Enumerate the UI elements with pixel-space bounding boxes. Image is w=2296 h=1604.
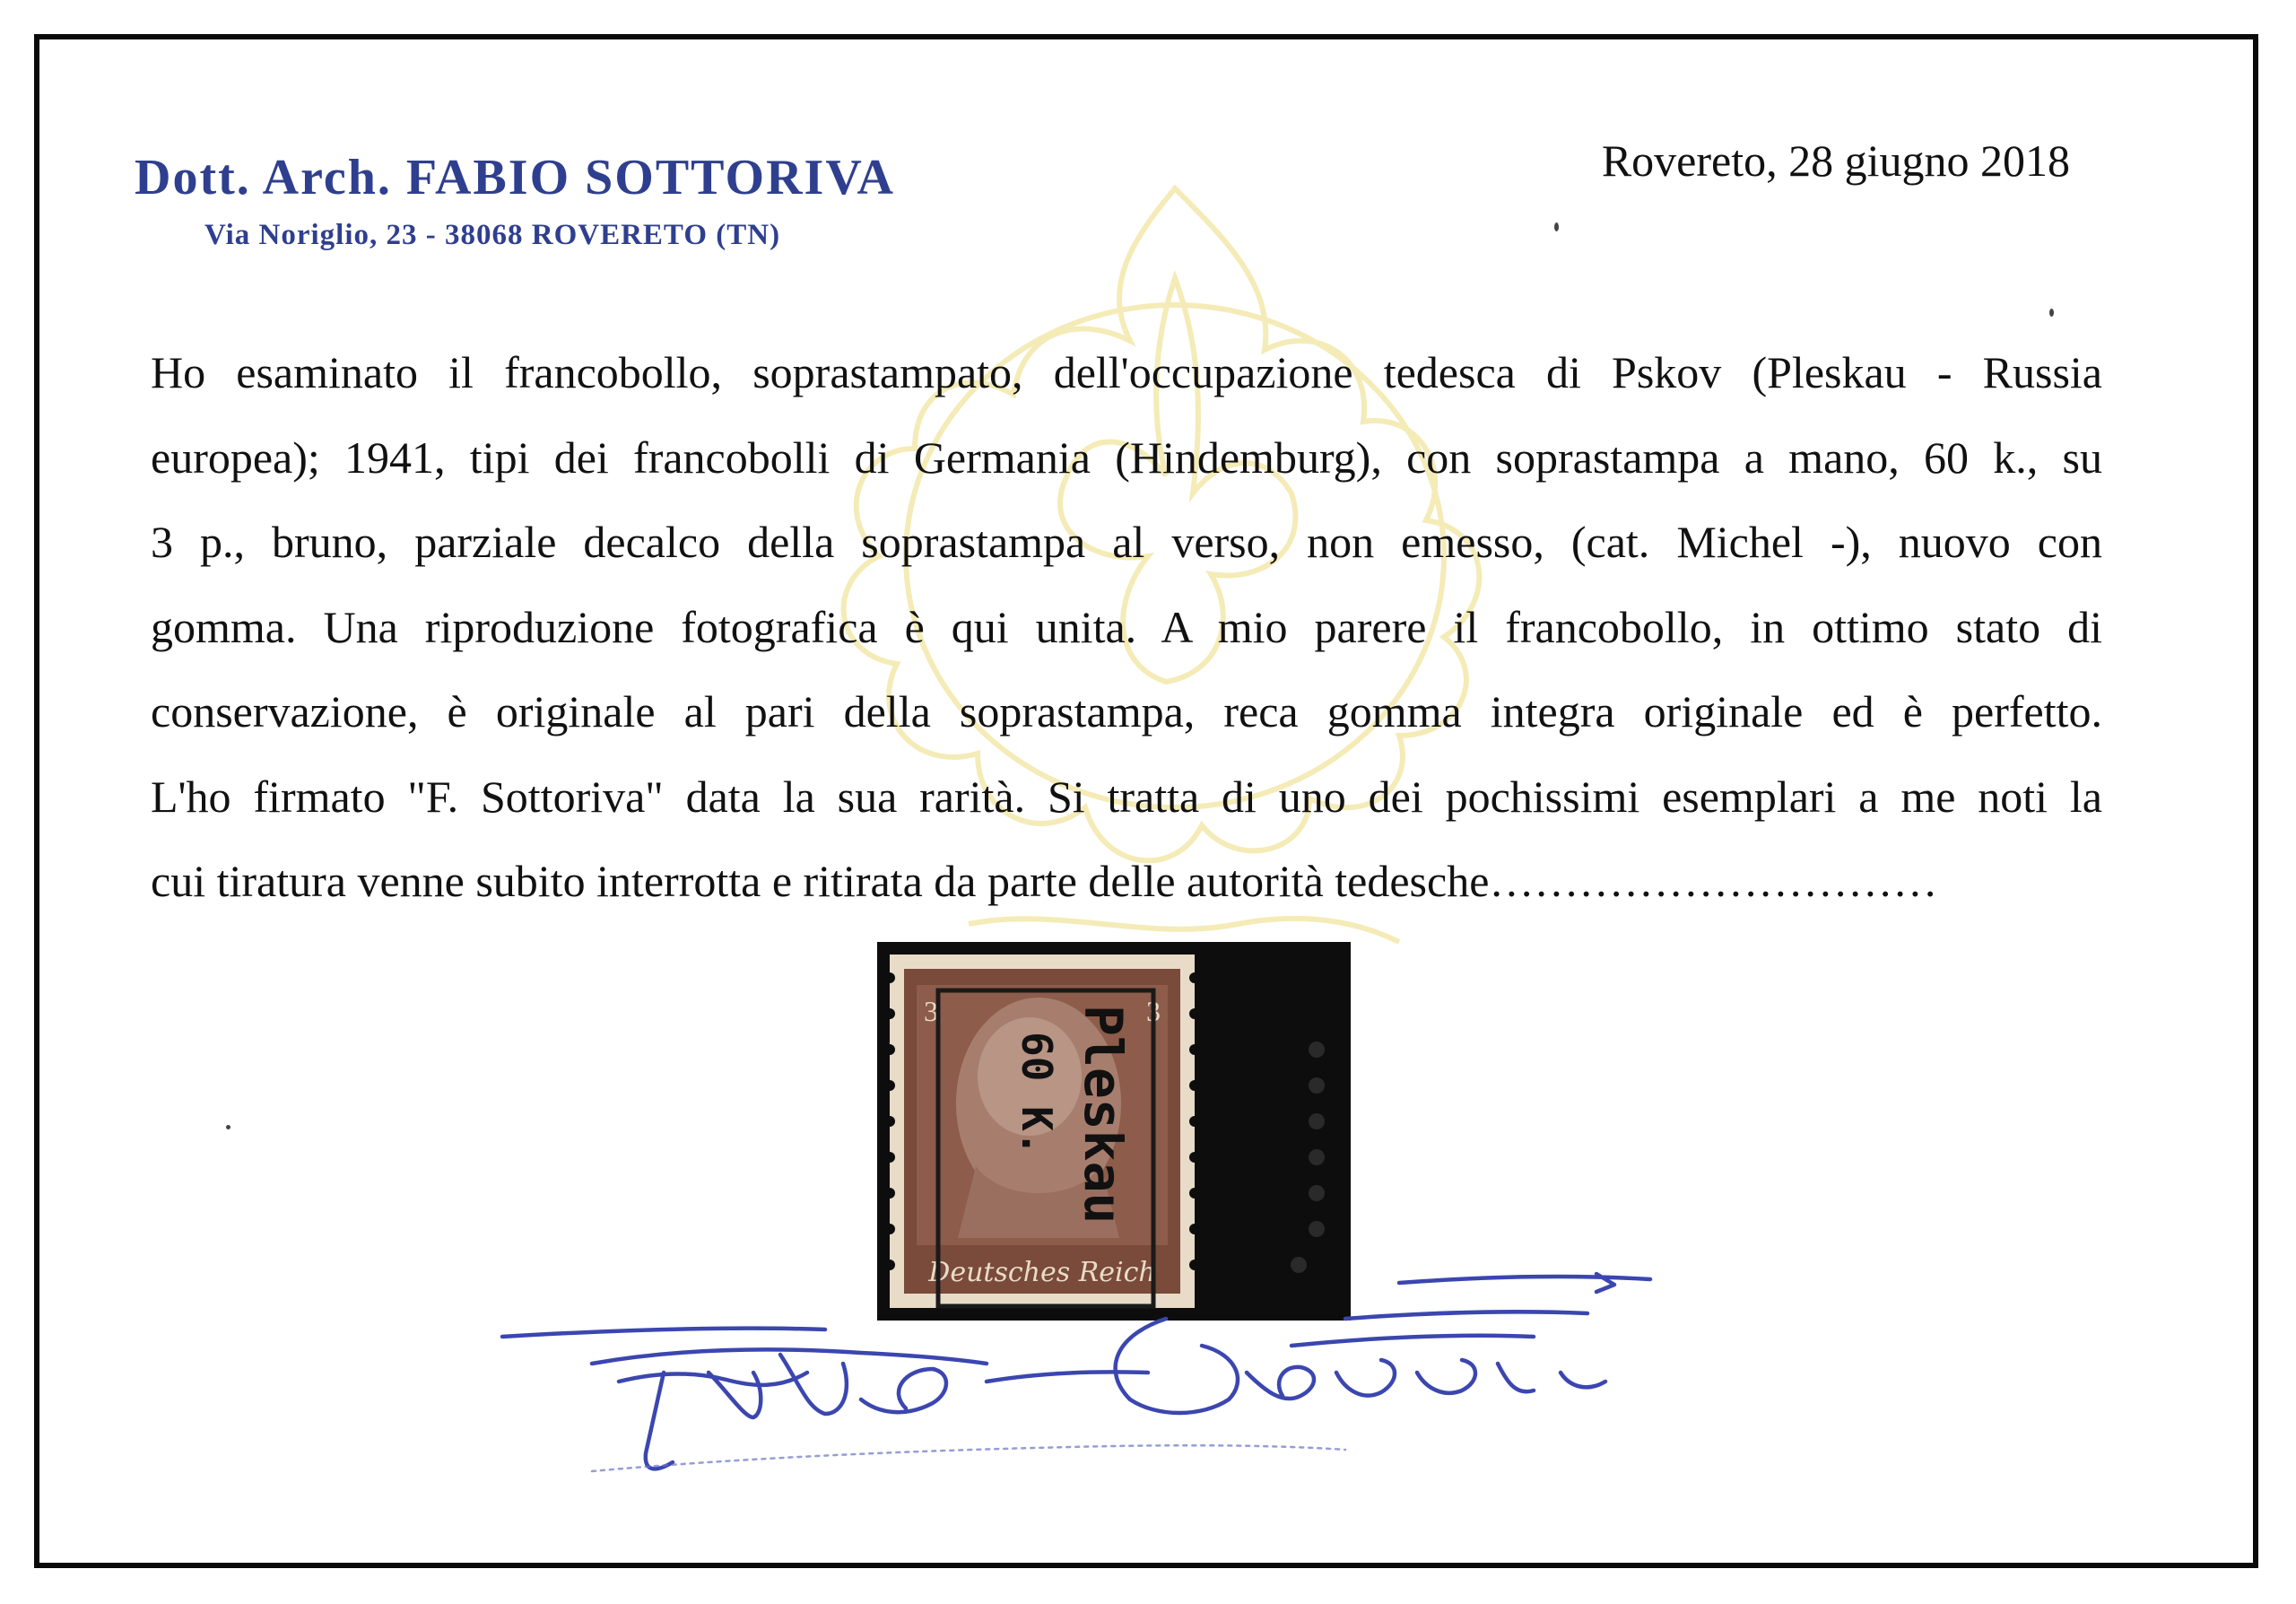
certificate-body [151, 330, 2102, 924]
stray-mark [2049, 309, 2054, 317]
stamp-value-right: 3 [1146, 995, 1161, 1027]
place-date: Rovereto, 28 giugno 2018 [1601, 135, 2070, 186]
body-line: Ho esaminato il francobollo, soprastampato, dell'occupazione tedesca di Pskov (Pleskau - Russia [151, 347, 2102, 397]
stamp-value-left: 3 [924, 995, 938, 1027]
body-line: gomma. Una riproduzione fotografica è qui unita. A mio parere il francobollo, in ottimo stato di [151, 601, 2102, 652]
overprint-line2: 60 K. [1013, 1032, 1061, 1156]
sender-address: Via Noriglio, 23 - 38068 ROVERETO (TN) [204, 219, 781, 251]
stray-mark [1554, 222, 1559, 231]
body-line: 3 p., bruno, parziale decalco della soprastampa al verso, non emesso, (cat. Michel -), nuovo con [151, 517, 2102, 567]
overprint-line1: Pleskau [1073, 1005, 1134, 1225]
body-line: L'ho firmato "F. Sottoriva" data la sua rarità. Si tratta di uno dei pochissimi esemplari a me noti la [151, 771, 2102, 822]
body-line: cui tiratura venne subito interrotta e ritirata da parte delle autorità tedesche………………………… [151, 856, 1938, 906]
sender-name: Dott. Arch. FABIO SOTTORIVA [135, 150, 895, 205]
stamp-country-text: Deutsches Reich [928, 1257, 1156, 1288]
body-line: conservazione, è originale al pari della soprastampa, reca gomma integra originale ed è perfetto. [151, 686, 2102, 737]
stray-mark [226, 1125, 230, 1129]
handwritten-signature [484, 1238, 1722, 1498]
body-line: europea); 1941, tipi dei francobolli di Germania (Hindemburg), con soprastampa a mano, 60 k., su [151, 432, 2102, 483]
